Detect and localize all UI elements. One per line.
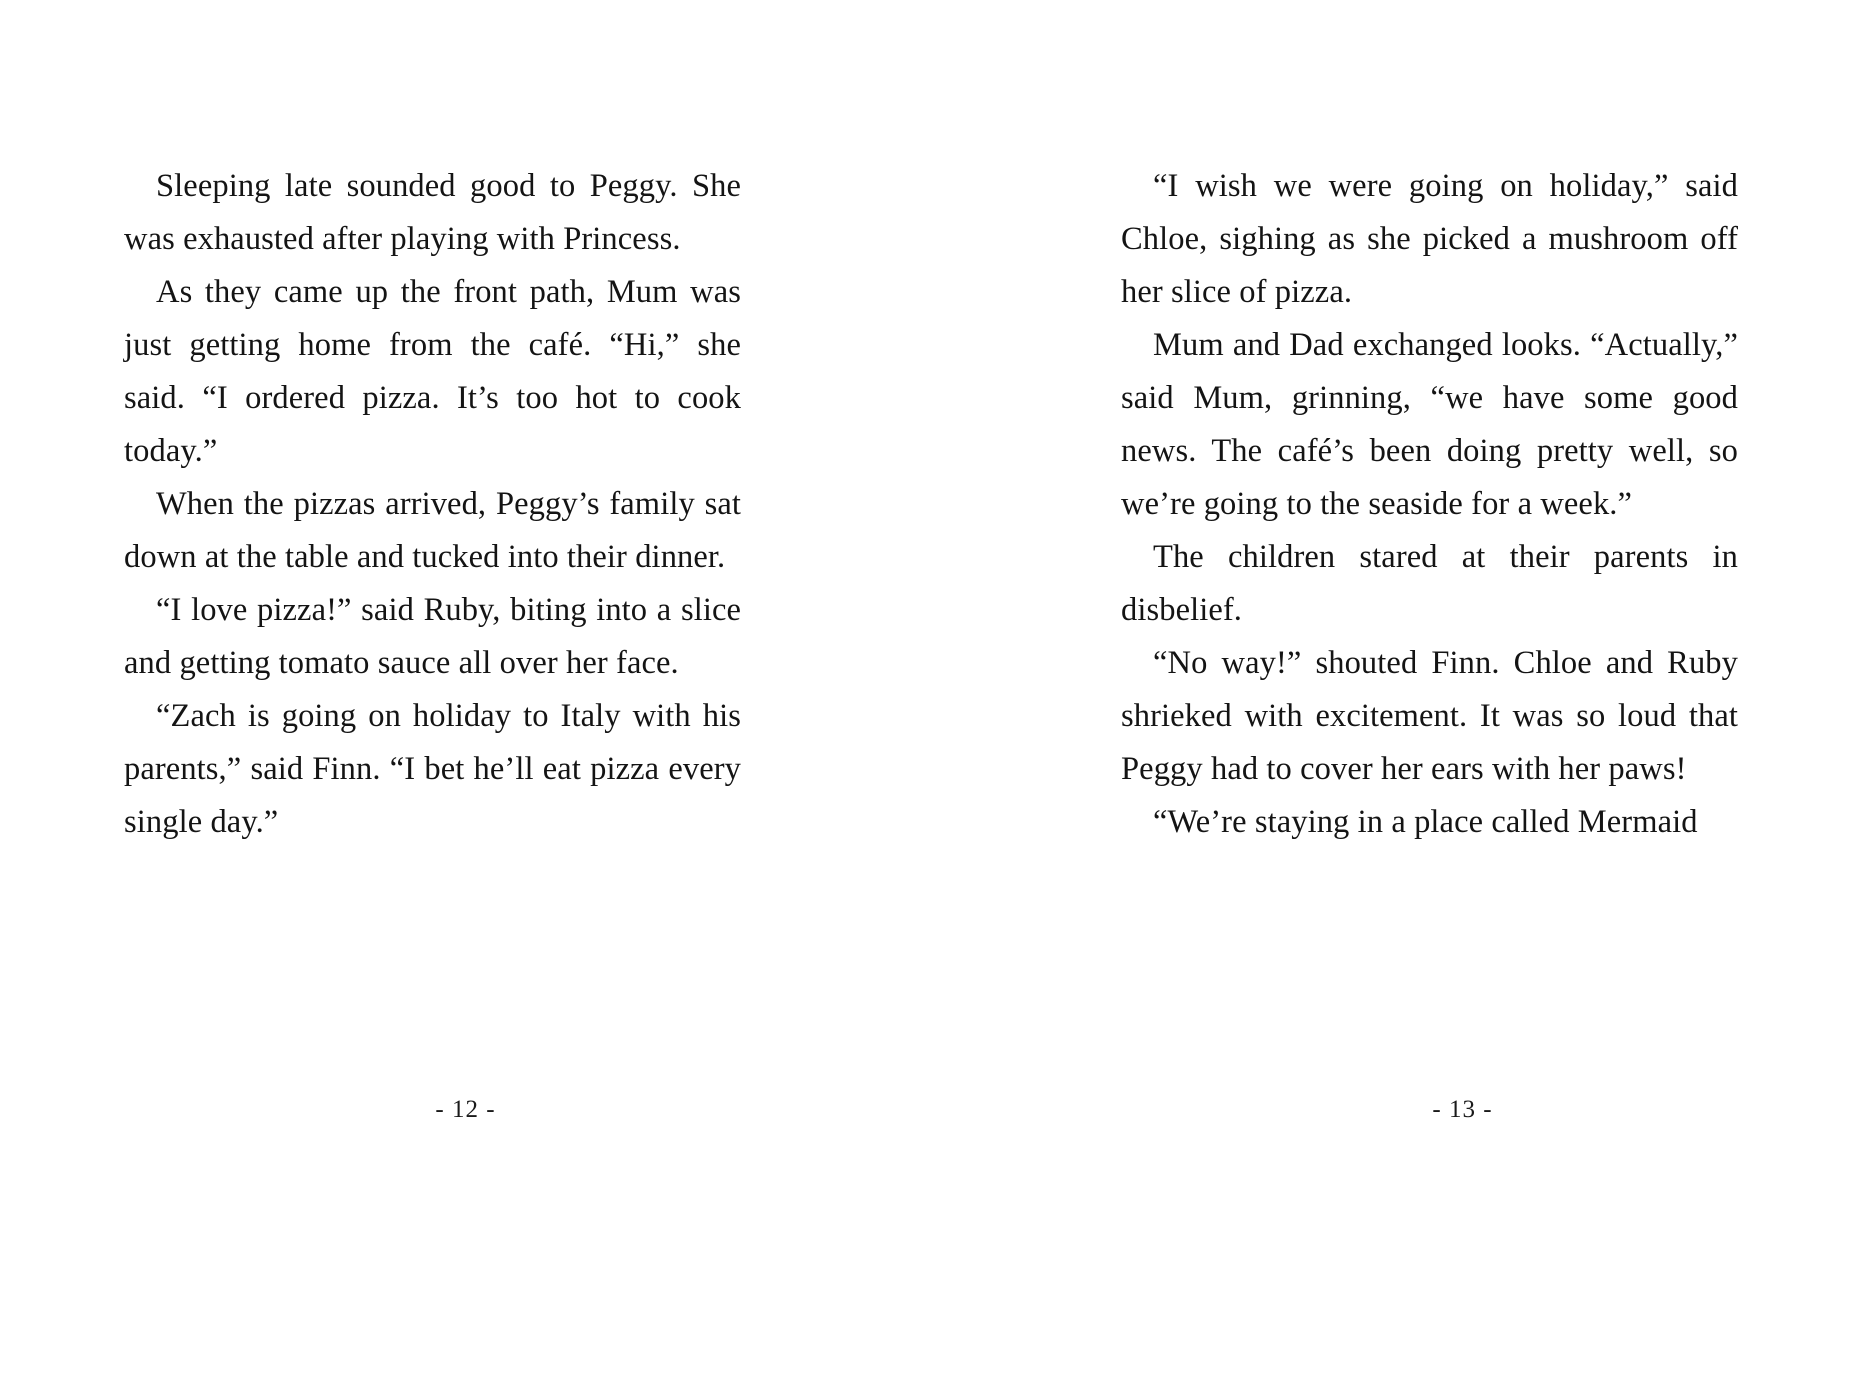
paragraph: The children stared at their parents in disbelief. [1121, 539, 1738, 628]
paragraph: Sleeping late sounded good to Peggy. She was exhausted after playing with Princess. [124, 168, 741, 257]
paragraph: When the pizzas arrived, Peggy’s family sat down at the table and tucked into their dinner. [124, 486, 741, 575]
page-left-text-body [124, 160, 741, 849]
paragraph: “We’re staying in a place called Mermaid [1153, 804, 1698, 840]
paragraph: “I love pizza!” said Ruby, biting into a slice and getting tomato sauce all over her face. [124, 592, 741, 681]
page-right [931, 0, 1862, 1396]
paragraph: “Zach is going on holiday to Italy with his parents,” said Finn. “I bet he’ll eat pizza every single day.” [124, 698, 741, 840]
paragraph: As they came up the front path, Mum was just getting home from the café. “Hi,” she said. “I ordered pizza. It’s too hot to cook today.” [124, 274, 741, 469]
paragraph: “No way!” shouted Finn. Chloe and Ruby shrieked with excitement. It was so loud that Peggy had to cover her ears with her paws! [1121, 645, 1738, 787]
page-right-text-body [1121, 160, 1738, 849]
paragraph: “I wish we were going on holiday,” said Chloe, sighing as she picked a mushroom off her slice of pizza. [1121, 168, 1738, 310]
page-number-left: - 12 - [435, 1096, 496, 1123]
page-number-right: - 13 - [1432, 1096, 1493, 1123]
paragraph: Mum and Dad exchanged looks. “Actually,” said Mum, grinning, “we have some good news. The café’s been doing pretty well, so we’re going to the seaside for a week.” [1121, 327, 1738, 522]
